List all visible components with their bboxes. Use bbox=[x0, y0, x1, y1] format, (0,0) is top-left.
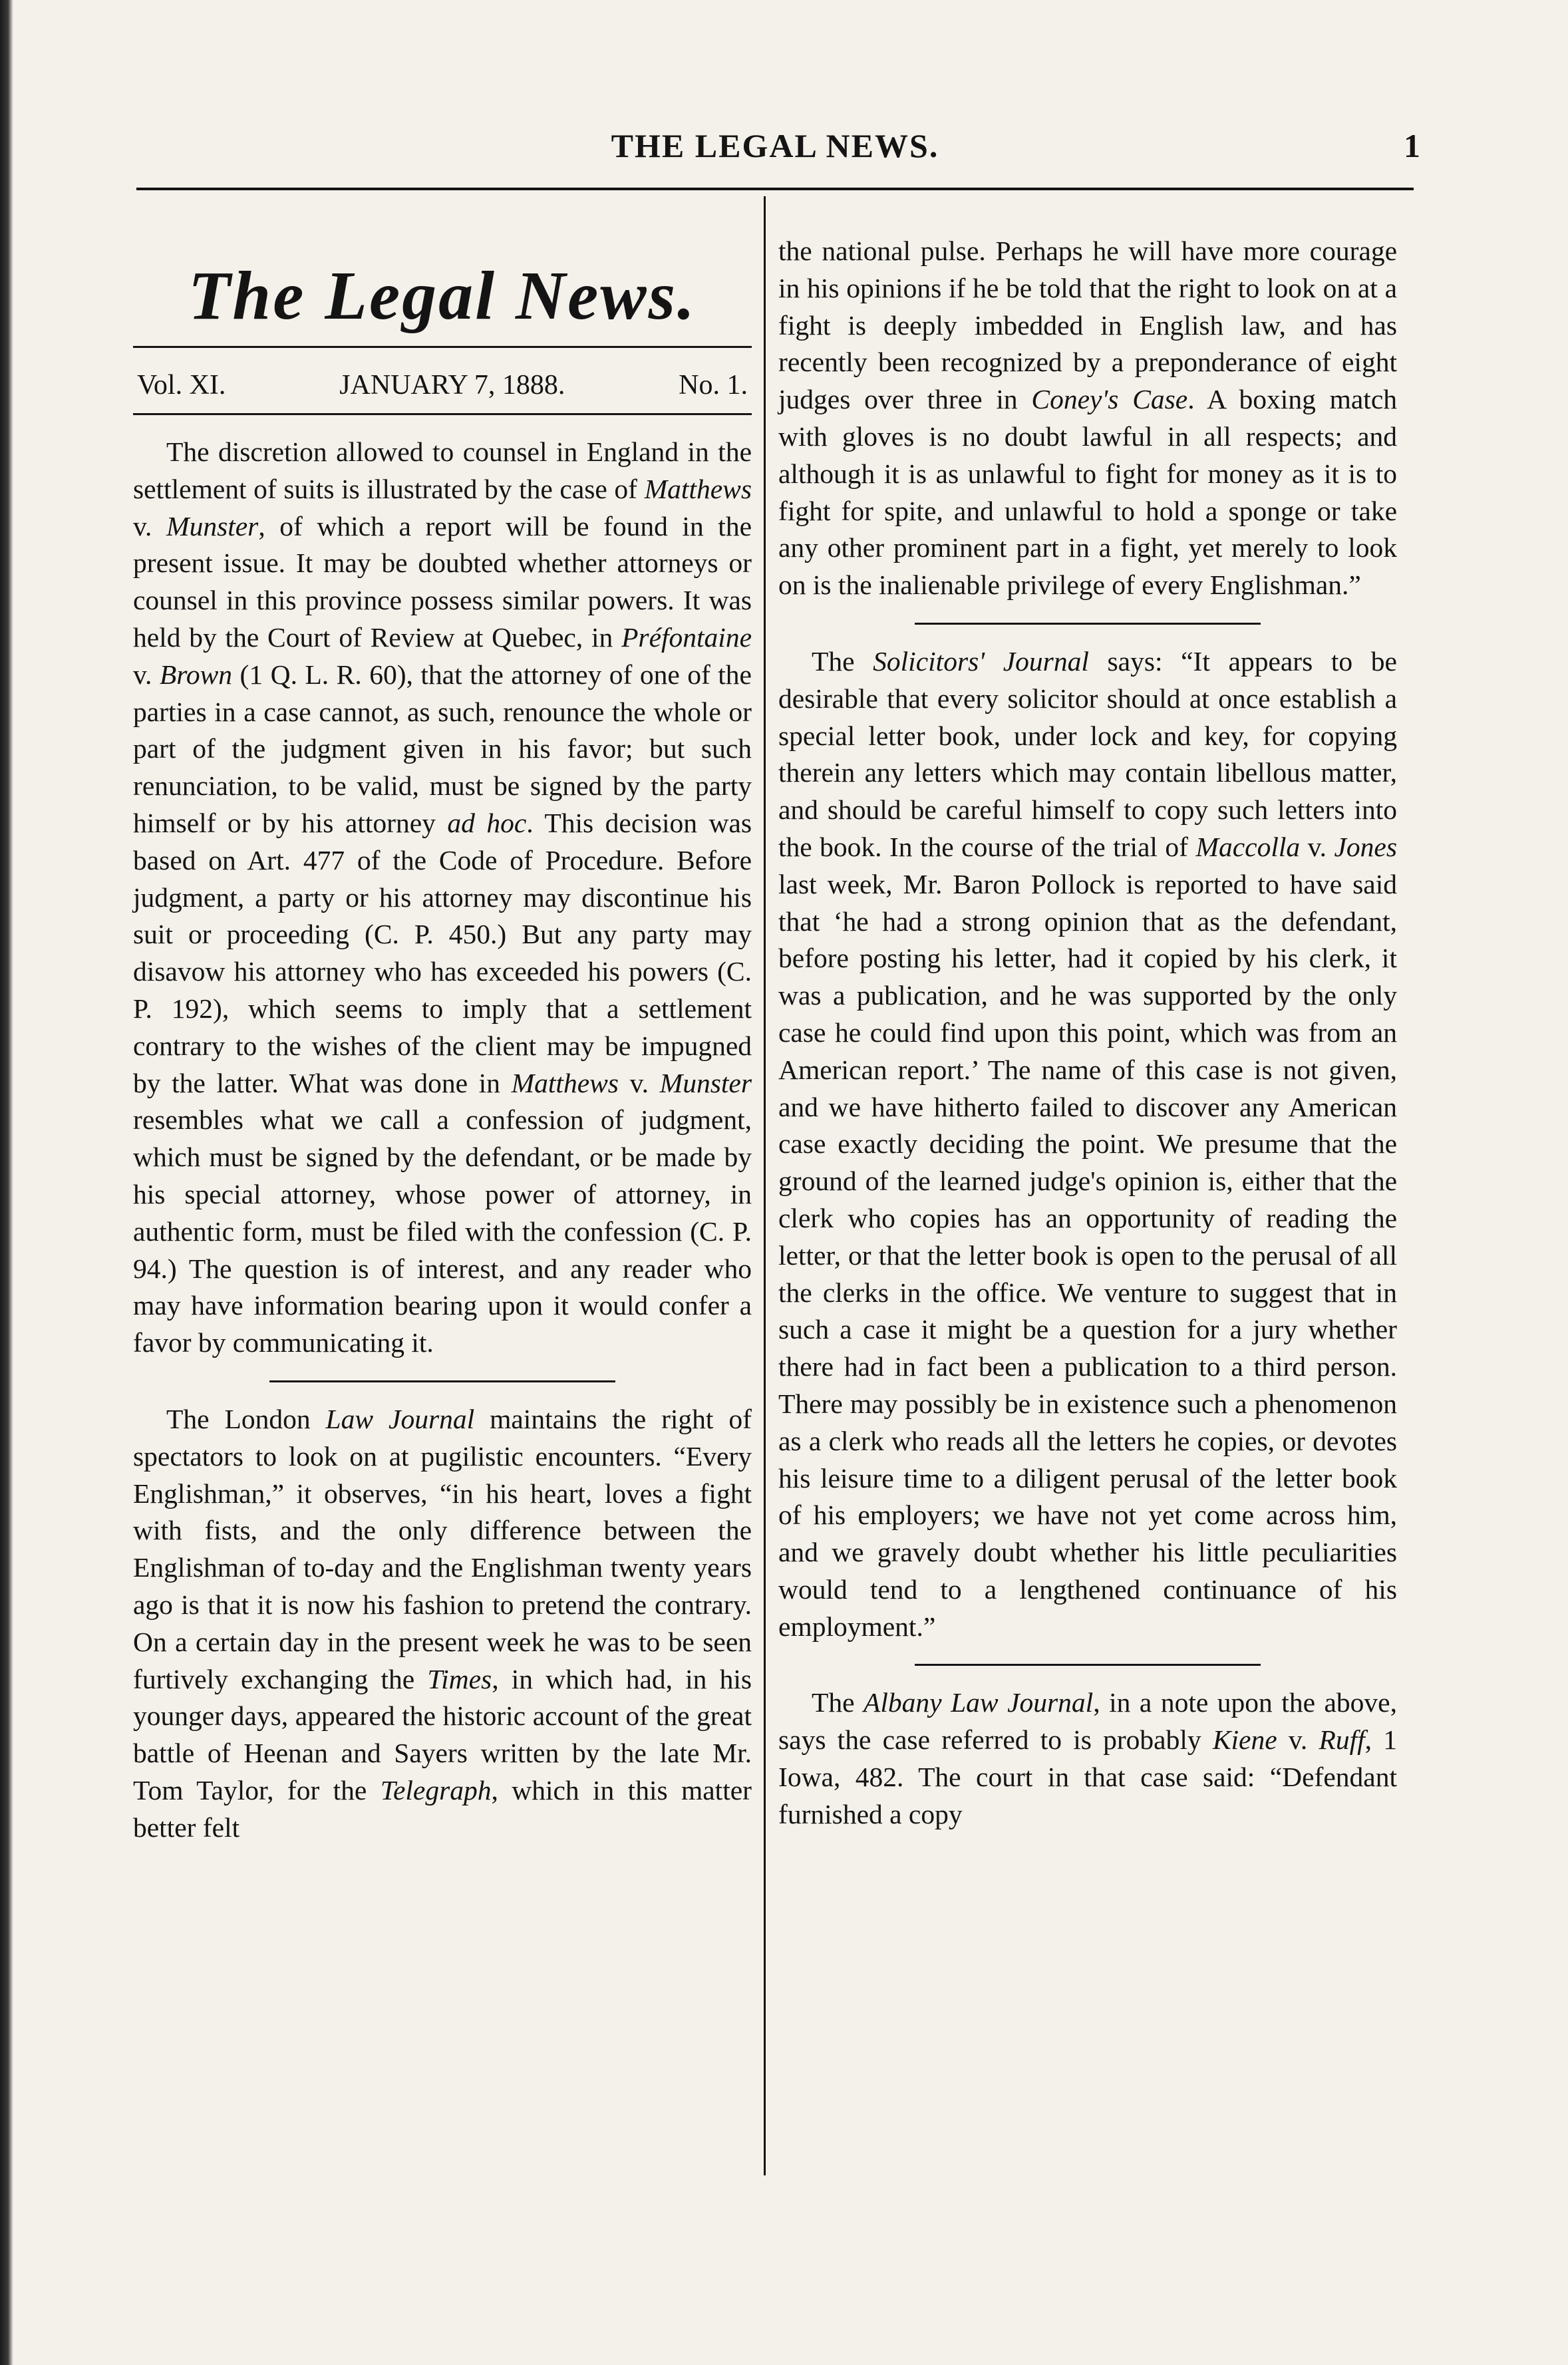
section-separator bbox=[915, 1664, 1261, 1666]
right-column bbox=[778, 233, 1397, 1833]
paragraph-national-pulse: the national pulse. Perhaps he will have more courage in his opinions if he be told that the right to look on at a fight is deeply imbedded in English law, and has recently been recognized by a preponderance of eight judges over three in Coney's Case. A boxing match with gloves is no doubt lawful in all respects; and although it is as unlawful to fight for money as it is to fight for spite, and unlawful to hold a sponge or take any other prominent part in a fight, yet merely to look on is the inalienable privilege of every Englishman.” bbox=[778, 236, 1397, 601]
issue-number: No. 1. bbox=[679, 370, 748, 400]
volume-number: Vol. XI. bbox=[137, 370, 226, 400]
page-number: 1 bbox=[1404, 127, 1420, 164]
section-separator bbox=[269, 1380, 615, 1382]
paragraph-pugilistic-encounters: The London Law Journal maintains the right of spectators to look on at pugilistic encounters. “Every Englishman,” it observes, “in his heart, loves a fight with fists, and the only difference between the Englishman of to-day and the Englishman twenty years ago is that it is now his fashion to pretend the contrary. On a certain day in the present week he was to be seen furtively exchanging the Times, in which had, in his younger days, appeared the historic account of the great battle of Heenan and Sayers written by the late Mr. Tom Taylor, for the Telegraph, which in this matter better felt bbox=[133, 1403, 752, 1843]
masthead-title: The Legal News. bbox=[188, 257, 697, 334]
masthead-rule-top bbox=[133, 346, 752, 348]
volume-line bbox=[133, 365, 752, 405]
issue-date: JANUARY 7, 1888. bbox=[339, 370, 565, 400]
running-head bbox=[136, 126, 1420, 173]
paragraph-albany-law-journal: The Albany Law Journal, in a note upon the above, says the case referred to is probably Kiene v. Ruff, 1 Iowa, 482. The court in that case said: “Defendant furnished a copy bbox=[778, 1687, 1397, 1829]
paragraph-solicitors-journal: The Solicitors' Journal says: “It appears to be desirable that every solicitor should at once establish a special letter book, under lock and key, for copying therein any letters which may contain libellous matter, and should be careful himself to copy such letters into the book. In the course of the trial of Maccolla v. Jones last week, Mr. Baron Pollock is reported to have said that ‘he had a strong opinion that as the defendant, before posting his letter, had it copied by his clerk, it was a publication, and he was supported by the only case he could find upon this point, which was from an American report.’ The name of this case is not given, and we have hitherto failed to discover any American case exactly deciding the point. We presume that the ground of the learned judge's opinion is, either that the clerk who copies has an opportunity of reading the letter, or that the letter book is open to the perusal of all the clerks in the office. We venture to suggest that in such a case it might be a question for a jury whether there had in fact been a publication to a third person. There may possibly be in existence such a phenomenon as a clerk who reads all the letters he copies, or devotes his leisure time to a diligent perusal of the letter book of his employers; we have not yet come across him, and we gravely doubt whether his little peculiarities would tend to a lengthened continuance of his employment.” bbox=[778, 645, 1397, 1642]
running-title: THE LEGAL NEWS. bbox=[611, 127, 939, 164]
head-rule bbox=[136, 188, 1414, 190]
binding-edge bbox=[0, 0, 13, 2365]
paragraph-discretion-of-counsel: The discretion allowed to counsel in England in the settlement of suits is illustrated by the case of Matthews v. Munster, of which a report will be found in the present issue. It may be doubted whether attorneys or counsel in this province possess similar powers. It was held by the Court of Review at Quebec, in Préfontaine v. Brown (1 Q. L. R. 60), that the attorney of one of the parties in a case cannot, as such, renounce the whole or part of the judgment given in his favor; but such renunciation, to be valid, must be signed by the party himself or by his attorney ad hoc. This decision was based on Art. 477 of the Code of Procedure. Before judgment, a party or his attorney may discontinue his suit or proceeding (C. P. 450.) But any party may disavow his attorney who has exceeded his powers (C. P. 192), which seems to imply that a settlement contrary to the wishes of the client may be impugned by the latter. What was done in Matthews v. Munster resembles what we call a confession of judgment, which must be signed by the defendant, or be made by his special attorney, whose power of attorney, in authentic form, must be filed with the confession (C. P. 94.) The question is of interest, and any reader who may have information bearing upon it would confer a favor by communicating it. bbox=[133, 436, 752, 1358]
section-separator bbox=[915, 623, 1261, 625]
masthead-rule-bottom bbox=[133, 413, 752, 415]
column-rule bbox=[764, 196, 766, 2175]
left-column bbox=[133, 226, 752, 1846]
